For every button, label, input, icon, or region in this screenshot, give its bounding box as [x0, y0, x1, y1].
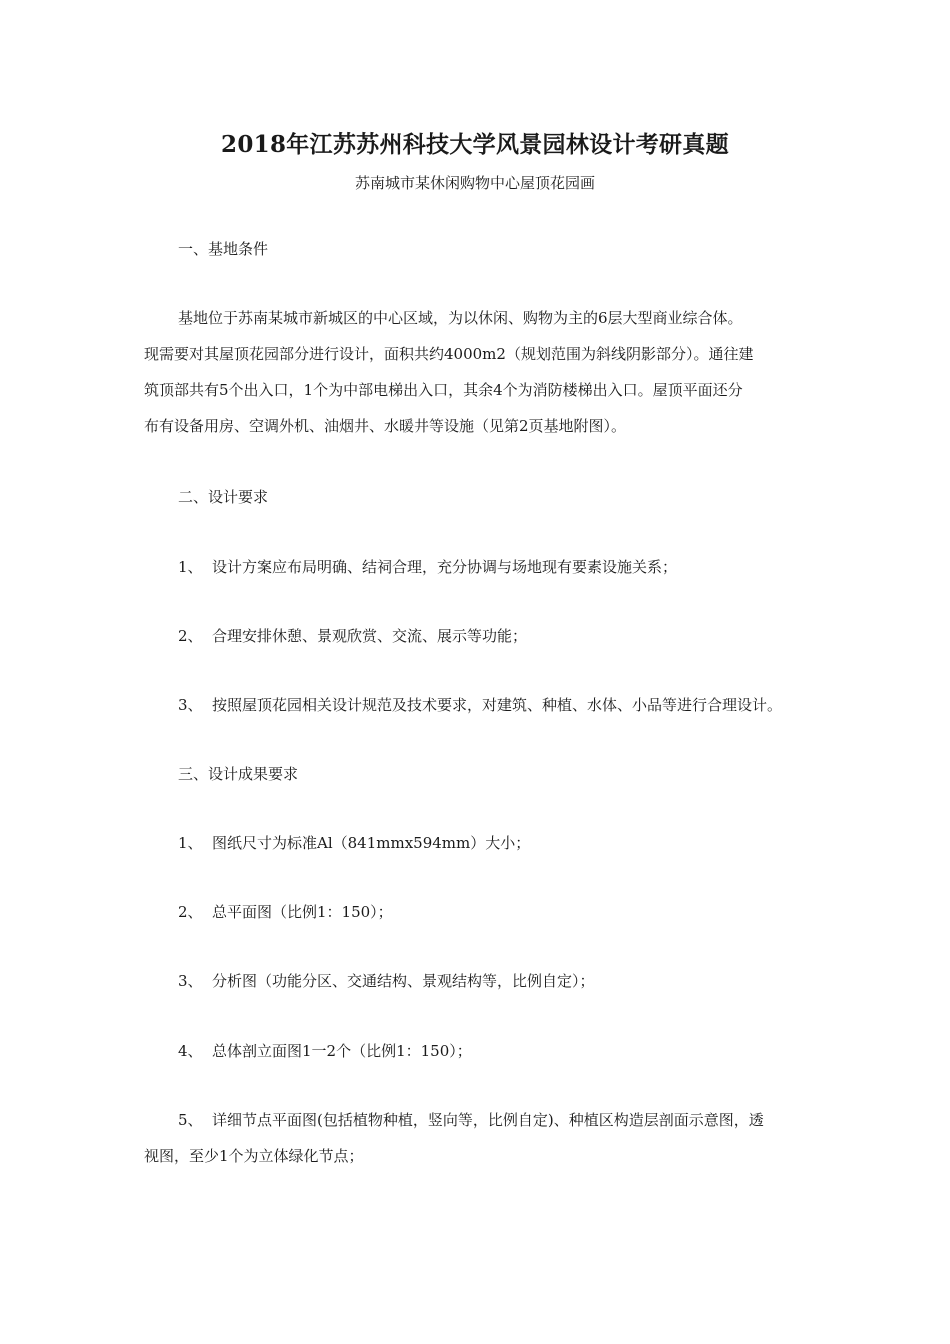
section-heading: 三、设计成果要求 [178, 765, 299, 783]
list-item-text: 合理安排休憩、景观欣赏、交流、展示等功能； [212, 627, 528, 645]
list-item-number: 2、 [178, 903, 203, 921]
list-item [178, 970, 595, 991]
list-item-text: 图纸尺寸为标准Al（841mmx594mm）大小； [212, 834, 531, 852]
paragraph-line: 筑顶部共有5个出入口，1个为中部电梯出入口，其余4个为消防楼梯出入口。屋顶平面还分 [144, 381, 743, 399]
list-item-continuation: 视图，至少1个为立体绿化节点； [144, 1147, 364, 1165]
list-item [178, 625, 527, 646]
list-item [178, 694, 782, 715]
section-heading: 二、设计要求 [178, 488, 269, 506]
list-item-text: 总平面图（比例1：150）； [212, 903, 393, 921]
list-item-number: 1、 [178, 834, 203, 852]
list-item [178, 556, 677, 577]
list-item-text: 按照屋顶花园相关设计规范及技术要求，对建筑、种植、水体、小品等进行合理设计。 [212, 696, 783, 714]
paragraph-line: 现需要对其屋顶花园部分进行设计，面积共约4000m2（规划范围为斜线阴影部分）。通往建 [144, 345, 754, 363]
list-item-number: 3、 [178, 972, 203, 990]
list-item-number: 3、 [178, 696, 203, 714]
list-item [178, 832, 530, 853]
list-item-text: 分析图（功能分区、交通结构、景观结构等，比例自定）； [212, 972, 595, 990]
list-item-number: 2、 [178, 627, 203, 645]
list-item [178, 1109, 764, 1130]
list-item-number: 1、 [178, 558, 203, 576]
document-title: 2018年江苏苏州科技大学风景园林设计考研真题 [221, 131, 729, 158]
list-item-text: 总体剖立面图1一2个（比例1：150）； [212, 1042, 472, 1060]
list-item-number: 4、 [178, 1042, 203, 1060]
list-item-number: 5、 [178, 1111, 203, 1129]
list-item [178, 901, 393, 922]
paragraph-line: 基地位于苏南某城市新城区的中心区域，为以休闲、购物为主的6层大型商业综合体。 [178, 309, 743, 327]
list-item [178, 1040, 472, 1061]
list-item-text: 设计方案应布局明确、结祠合理，充分协调与场地现有要素设施关系； [212, 558, 678, 576]
paragraph-line: 布有设备用房、空调外机、油烟井、水暖井等设施（见第2页基地附图）。 [144, 417, 627, 435]
list-item-text: 详细节点平面图(包括植物种植，竖向等，比例自定)、种植区构造层剖面示意图，透 [212, 1111, 764, 1129]
document-subtitle: 苏南城市某休闲购物中心屋顶花园画 [354, 174, 595, 192]
section-heading: 一、基地条件 [178, 240, 269, 258]
